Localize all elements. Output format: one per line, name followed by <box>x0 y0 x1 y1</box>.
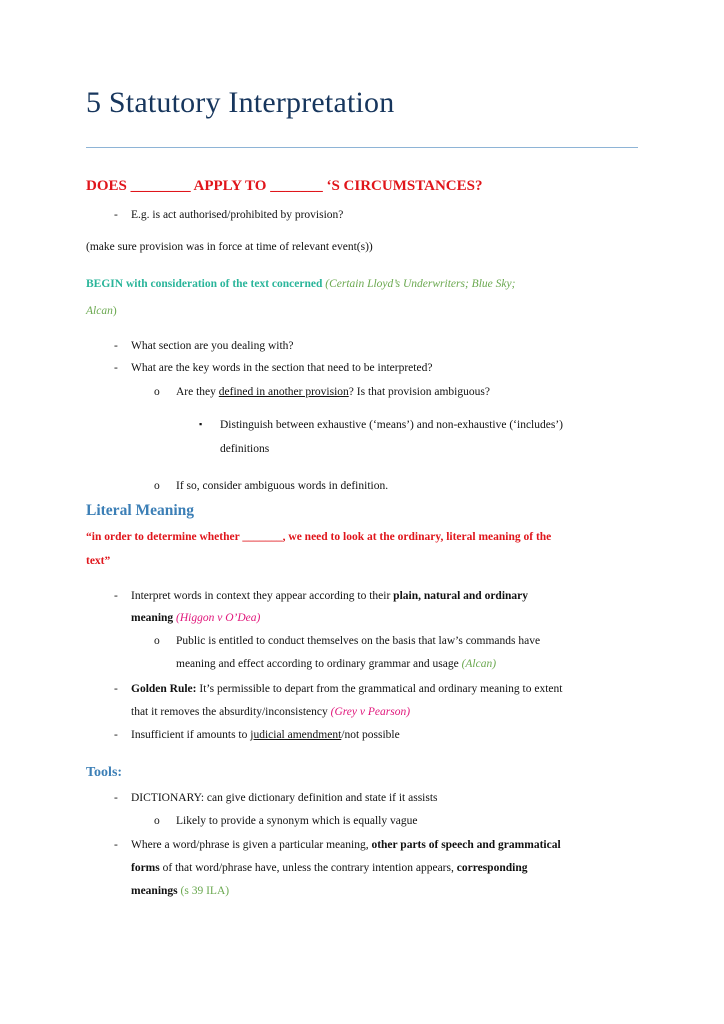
list-item-exhaustive-2: definitions <box>220 443 270 455</box>
golden-line-1: It’s permissible to depart from the grammatical and ordinary meaning to extent <box>196 683 563 695</box>
begin-line <box>86 278 515 290</box>
word-line-2: of that word/phrase have, unless the contrary intention appears, <box>159 862 457 874</box>
page-title: 5 Statutory Interpretation <box>86 86 395 119</box>
list-item-interpret <box>131 590 528 602</box>
golden-line-2: that it removes the absurdity/inconsistency <box>131 706 331 718</box>
list-item-public-2 <box>176 658 496 670</box>
dash-marker: - <box>114 340 118 352</box>
list-item-golden-rule <box>131 683 562 695</box>
dash-marker: - <box>114 362 118 374</box>
defined-post: ? Is that provision ambiguous? <box>348 386 490 398</box>
dash-marker: - <box>114 209 118 221</box>
word-line-1: Where a word/phrase is given a particular meaning, <box>131 839 372 851</box>
list-item-word-phrase <box>131 839 561 851</box>
word-corresponding-bold: corresponding <box>456 862 528 874</box>
case-alcan: (Alcan) <box>461 658 497 670</box>
circle-marker: o <box>154 635 160 647</box>
interpret-bold: plain, natural and ordinary <box>393 590 529 602</box>
list-item-key-words: What are the key words in the section that need to be interpreted? <box>131 362 433 374</box>
case-higgon: (Higgon v O’Dea) <box>176 612 261 624</box>
dash-marker: - <box>114 839 118 851</box>
list-item-insufficient <box>131 729 400 741</box>
dash-marker: - <box>114 729 118 741</box>
public-line-2: meaning and effect according to ordinary grammar and usage <box>176 658 462 670</box>
begin-close-paren: ) <box>112 305 117 317</box>
case-grey: (Grey v Pearson) <box>330 706 411 718</box>
list-item-defined <box>176 386 490 398</box>
word-forms-bold: forms <box>131 862 160 874</box>
begin-label: BEGIN with consideration of the text concerned <box>86 278 323 290</box>
list-item-interpret-2 <box>131 612 260 624</box>
list-item-example: E.g. is act authorised/prohibited by provision? <box>131 209 344 221</box>
dash-marker: - <box>114 792 118 804</box>
begin-line-2 <box>86 305 117 317</box>
heading-does-apply: DOES ________ APPLY TO _______ ‘S CIRCUMSTANCES? <box>86 178 483 194</box>
square-marker: ▪ <box>199 419 203 429</box>
begin-cases: (Certain Lloyd’s Underwriters; Blue Sky; <box>325 278 516 290</box>
heading-tools: Tools: <box>86 765 123 780</box>
list-item-word-phrase-2 <box>131 862 527 874</box>
circle-marker: o <box>154 386 160 398</box>
title-divider <box>86 147 638 148</box>
defined-link: defined in another provision <box>218 386 349 398</box>
insufficient-pre: Insufficient if amounts to <box>131 729 251 741</box>
word-line-1-bold: other parts of speech and grammatical <box>371 839 561 851</box>
list-item-section: What section are you dealing with? <box>131 340 294 352</box>
list-item-ambiguous: If so, consider ambiguous words in definition. <box>176 480 389 492</box>
insufficient-post: /not possible <box>341 729 400 741</box>
list-item-exhaustive: Distinguish between exhaustive (‘means’) and non-exhaustive (‘includes’) <box>220 419 563 431</box>
interpret-bold-2: meaning <box>131 612 174 624</box>
literal-quote: “in order to determine whether _______, we need to look at the ordinary, literal meaning of the <box>86 531 552 543</box>
dash-marker: - <box>114 683 118 695</box>
judicial-amendment: judicial amendment <box>250 729 342 741</box>
list-item-synonym: Likely to provide a synonym which is equally vague <box>176 815 418 827</box>
word-meanings-bold: meanings <box>131 885 178 897</box>
dash-marker: - <box>114 590 118 602</box>
defined-pre: Are they <box>176 386 219 398</box>
begin-case-alcan: Alcan <box>86 305 113 317</box>
circle-marker: o <box>154 480 160 492</box>
list-item-dictionary: DICTIONARY: can give dictionary definition and state if it assists <box>131 792 438 804</box>
note-in-force: (make sure provision was in force at time of relevant event(s)) <box>86 241 373 253</box>
circle-marker: o <box>154 815 160 827</box>
list-item-golden-rule-2 <box>131 706 410 718</box>
list-item-word-phrase-3 <box>131 885 229 897</box>
ila-reference: (s 39 ILA) <box>177 885 230 897</box>
heading-literal-meaning: Literal Meaning <box>86 502 195 519</box>
list-item-public: Public is entitled to conduct themselves on the basis that law’s commands have <box>176 635 541 647</box>
literal-quote-2: text” <box>86 555 111 567</box>
interpret-pre: Interpret words in context they appear according to their <box>131 590 394 602</box>
golden-rule-label: Golden Rule: <box>131 683 197 695</box>
